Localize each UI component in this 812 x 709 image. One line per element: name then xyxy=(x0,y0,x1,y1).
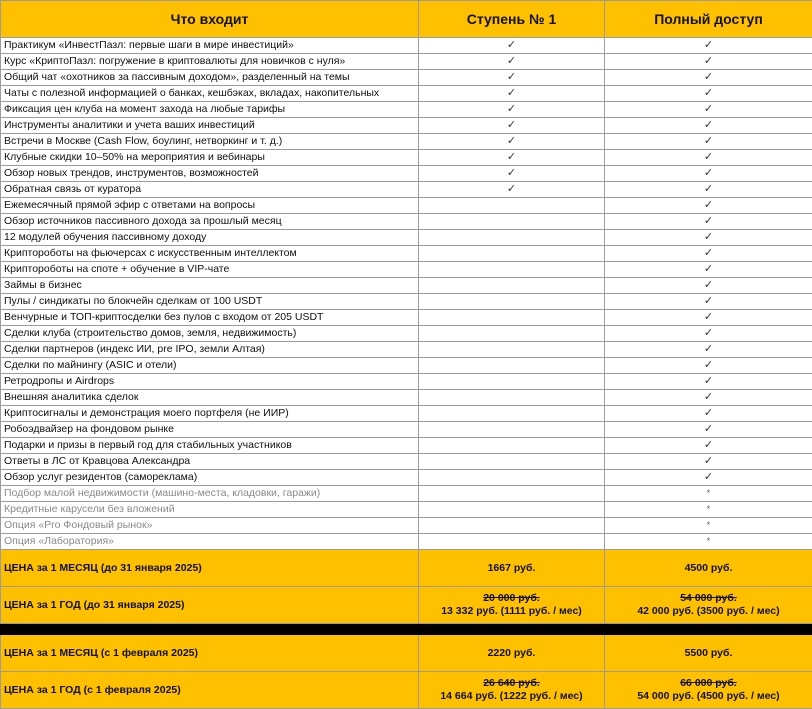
old-price: 54 000 руб. xyxy=(608,592,809,605)
feature-name: Подбор малой недвижимости (машино-места, кладовки, гаражи) xyxy=(1,486,419,502)
full-access-mark: ✓ xyxy=(605,102,812,118)
price-row-year-feb xyxy=(1,672,812,709)
option-row xyxy=(1,534,812,550)
full-access-mark: ✓ xyxy=(605,422,812,438)
feature-row xyxy=(1,38,812,54)
full-access-mark: ✓ xyxy=(605,86,812,102)
option-row xyxy=(1,502,812,518)
feature-name: Пулы / синдикаты по блокчейн сделкам от 100 USDT xyxy=(1,294,419,310)
feature-name: Обратная связь от куратора xyxy=(1,182,419,198)
feature-name: Курс «КриптоПазл: погружение в криптовалюты для новичков с нуля» xyxy=(1,54,419,70)
tier1-mark: ✓ xyxy=(419,54,605,70)
feature-name: Робоэдвайзер на фондовом рынке xyxy=(1,422,419,438)
tier1-mark xyxy=(419,454,605,470)
feature-row xyxy=(1,326,812,342)
tier1-mark xyxy=(419,518,605,534)
feature-name: Внешняя аналитика сделок xyxy=(1,390,419,406)
feature-name: Опция «Лаборатория» xyxy=(1,534,419,550)
feature-row xyxy=(1,406,812,422)
tier1-mark xyxy=(419,390,605,406)
header-full-access: Полный доступ xyxy=(605,1,812,38)
full-access-mark: ✓ xyxy=(605,262,812,278)
feature-name: Кредитные карусели без вложений xyxy=(1,502,419,518)
tier1-mark xyxy=(419,534,605,550)
full-access-mark: ✓ xyxy=(605,198,812,214)
full-access-mark: ✓ xyxy=(605,134,812,150)
old-price: 26 640 руб. xyxy=(422,677,601,690)
full-access-mark: ✓ xyxy=(605,438,812,454)
feature-name: Обзор новых трендов, инструментов, возможностей xyxy=(1,166,419,182)
tier1-mark xyxy=(419,262,605,278)
full-access-mark: ✓ xyxy=(605,214,812,230)
tier1-mark: ✓ xyxy=(419,86,605,102)
full-access-mark: ✓ xyxy=(605,38,812,54)
full-access-mark: ✓ xyxy=(605,374,812,390)
feature-row xyxy=(1,278,812,294)
tier1-mark xyxy=(419,278,605,294)
tier1-mark: ✓ xyxy=(419,166,605,182)
full-access-mark: ✓ xyxy=(605,150,812,166)
price-label: ЦЕНА за 1 ГОД (с 1 февраля 2025) xyxy=(1,672,419,709)
header-tier1: Ступень № 1 xyxy=(419,1,605,38)
price-full: 4500 руб. xyxy=(605,550,812,587)
feature-name: Криптосигналы и демонстрация моего портфеля (не ИИР) xyxy=(1,406,419,422)
full-access-mark: * xyxy=(605,534,812,550)
feature-row xyxy=(1,166,812,182)
new-price: 54 000 руб. (4500 руб. / мес) xyxy=(608,690,809,703)
feature-row xyxy=(1,374,812,390)
price-full: 5500 руб. xyxy=(605,635,812,672)
tier1-mark xyxy=(419,470,605,486)
full-access-mark: * xyxy=(605,518,812,534)
tier1-mark xyxy=(419,406,605,422)
full-access-mark: ✓ xyxy=(605,118,812,134)
feature-row xyxy=(1,438,812,454)
price-label: ЦЕНА за 1 МЕСЯЦ (с 1 февраля 2025) xyxy=(1,635,419,672)
tier1-mark xyxy=(419,310,605,326)
tier1-mark xyxy=(419,342,605,358)
price-tier1: 1667 руб. xyxy=(419,550,605,587)
price-full-cell xyxy=(605,587,812,624)
tier1-mark xyxy=(419,438,605,454)
price-row-month-feb xyxy=(1,635,812,672)
feature-name: Обзор источников пассивного дохода за прошлый месяц xyxy=(1,214,419,230)
tier1-mark xyxy=(419,214,605,230)
feature-name: Сделки партнеров (индекс ИИ, pre IPO, земли Алтая) xyxy=(1,342,419,358)
new-price: 42 000 руб. (3500 руб. / мес) xyxy=(608,605,809,618)
tier1-mark: ✓ xyxy=(419,182,605,198)
tier1-mark: ✓ xyxy=(419,38,605,54)
full-access-mark: ✓ xyxy=(605,470,812,486)
feature-row xyxy=(1,134,812,150)
tier1-mark: ✓ xyxy=(419,134,605,150)
full-access-mark: ✓ xyxy=(605,70,812,86)
feature-name: Практикум «ИнвестПазл: первые шаги в мире инвестиций» xyxy=(1,38,419,54)
feature-name: Криптороботы на споте + обучение в VIP-чате xyxy=(1,262,419,278)
feature-name: Ответы в ЛС от Кравцова Александра xyxy=(1,454,419,470)
option-row xyxy=(1,518,812,534)
tier1-mark xyxy=(419,326,605,342)
price-row-month-jan xyxy=(1,550,812,587)
feature-row xyxy=(1,86,812,102)
tier1-mark xyxy=(419,246,605,262)
feature-name: Обзор услуг резидентов (самореклама) xyxy=(1,470,419,486)
feature-name: Сделки клуба (строительство домов, земля, недвижимость) xyxy=(1,326,419,342)
feature-row xyxy=(1,470,812,486)
feature-row xyxy=(1,214,812,230)
feature-name: Подарки и призы в первый год для стабильных участников xyxy=(1,438,419,454)
old-price: 20 000 руб. xyxy=(422,592,601,605)
tier1-mark: ✓ xyxy=(419,118,605,134)
price-tier1-cell xyxy=(419,587,605,624)
full-access-mark: ✓ xyxy=(605,390,812,406)
price-tier1-cell xyxy=(419,672,605,709)
full-access-mark: ✓ xyxy=(605,310,812,326)
full-access-mark: ✓ xyxy=(605,278,812,294)
tier1-mark xyxy=(419,198,605,214)
tier1-mark xyxy=(419,486,605,502)
price-row-year-jan xyxy=(1,587,812,624)
feature-name: Опция «Pro Фондовый рынок» xyxy=(1,518,419,534)
feature-row xyxy=(1,118,812,134)
feature-row xyxy=(1,454,812,470)
feature-row xyxy=(1,358,812,374)
price-tier1: 2220 руб. xyxy=(419,635,605,672)
tier1-mark xyxy=(419,374,605,390)
feature-row xyxy=(1,294,812,310)
full-access-mark: * xyxy=(605,486,812,502)
price-label: ЦЕНА за 1 ГОД (до 31 января 2025) xyxy=(1,587,419,624)
full-access-mark: ✓ xyxy=(605,358,812,374)
separator-bar xyxy=(1,624,812,635)
old-price: 66 000 руб. xyxy=(608,677,809,690)
feature-name: Криптороботы на фьючерсах с искусственным интеллектом xyxy=(1,246,419,262)
tier1-mark: ✓ xyxy=(419,150,605,166)
feature-row xyxy=(1,70,812,86)
feature-name: Инструменты аналитики и учета ваших инвестиций xyxy=(1,118,419,134)
separator-row xyxy=(1,624,812,635)
tier1-mark: ✓ xyxy=(419,70,605,86)
price-label: ЦЕНА за 1 МЕСЯЦ (до 31 января 2025) xyxy=(1,550,419,587)
full-access-mark: ✓ xyxy=(605,454,812,470)
feature-name: Займы в бизнес xyxy=(1,278,419,294)
header-row xyxy=(1,1,812,38)
feature-name: Сделки по майнингу (ASIC и отели) xyxy=(1,358,419,374)
full-access-mark: * xyxy=(605,502,812,518)
full-access-mark: ✓ xyxy=(605,166,812,182)
new-price: 14 664 руб. (1222 руб. / мес) xyxy=(422,690,601,703)
feature-row xyxy=(1,102,812,118)
feature-name: Ежемесячный прямой эфир с ответами на вопросы xyxy=(1,198,419,214)
feature-list xyxy=(1,38,812,550)
tier1-mark xyxy=(419,230,605,246)
feature-name: 12 модулей обучения пассивному доходу xyxy=(1,230,419,246)
price-list xyxy=(1,550,812,709)
feature-row xyxy=(1,342,812,358)
feature-name: Ретродропы и Airdrops xyxy=(1,374,419,390)
full-access-mark: ✓ xyxy=(605,406,812,422)
tier1-mark xyxy=(419,502,605,518)
feature-row xyxy=(1,182,812,198)
feature-name: Клубные скидки 10–50% на мероприятия и вебинары xyxy=(1,150,419,166)
option-row xyxy=(1,486,812,502)
full-access-mark: ✓ xyxy=(605,230,812,246)
feature-name: Чаты с полезной информацией о банках, кешбэках, вкладах, накопительных xyxy=(1,86,419,102)
full-access-mark: ✓ xyxy=(605,294,812,310)
full-access-mark: ✓ xyxy=(605,326,812,342)
feature-name: Фиксация цен клуба на момент захода на любые тарифы xyxy=(1,102,419,118)
feature-row xyxy=(1,310,812,326)
feature-row xyxy=(1,262,812,278)
header-features: Что входит xyxy=(1,1,419,38)
feature-row xyxy=(1,422,812,438)
tier1-mark xyxy=(419,294,605,310)
full-access-mark: ✓ xyxy=(605,54,812,70)
feature-name: Общий чат «охотников за пассивным доходом», разделенный на темы xyxy=(1,70,419,86)
feature-row xyxy=(1,150,812,166)
full-access-mark: ✓ xyxy=(605,342,812,358)
feature-name: Встречи в Москве (Cash Flow, боулинг, нетворкинг и т. д.) xyxy=(1,134,419,150)
full-access-mark: ✓ xyxy=(605,246,812,262)
feature-row xyxy=(1,246,812,262)
feature-row xyxy=(1,390,812,406)
tier1-mark xyxy=(419,358,605,374)
feature-row xyxy=(1,198,812,214)
feature-row xyxy=(1,54,812,70)
feature-row xyxy=(1,230,812,246)
full-access-mark: ✓ xyxy=(605,182,812,198)
price-full-cell xyxy=(605,672,812,709)
feature-name: Венчурные и ТОП-криптосделки без пулов с входом от 205 USDT xyxy=(1,310,419,326)
tier1-mark xyxy=(419,422,605,438)
new-price: 13 332 руб. (1111 руб. / мес) xyxy=(422,605,601,618)
tier1-mark: ✓ xyxy=(419,102,605,118)
